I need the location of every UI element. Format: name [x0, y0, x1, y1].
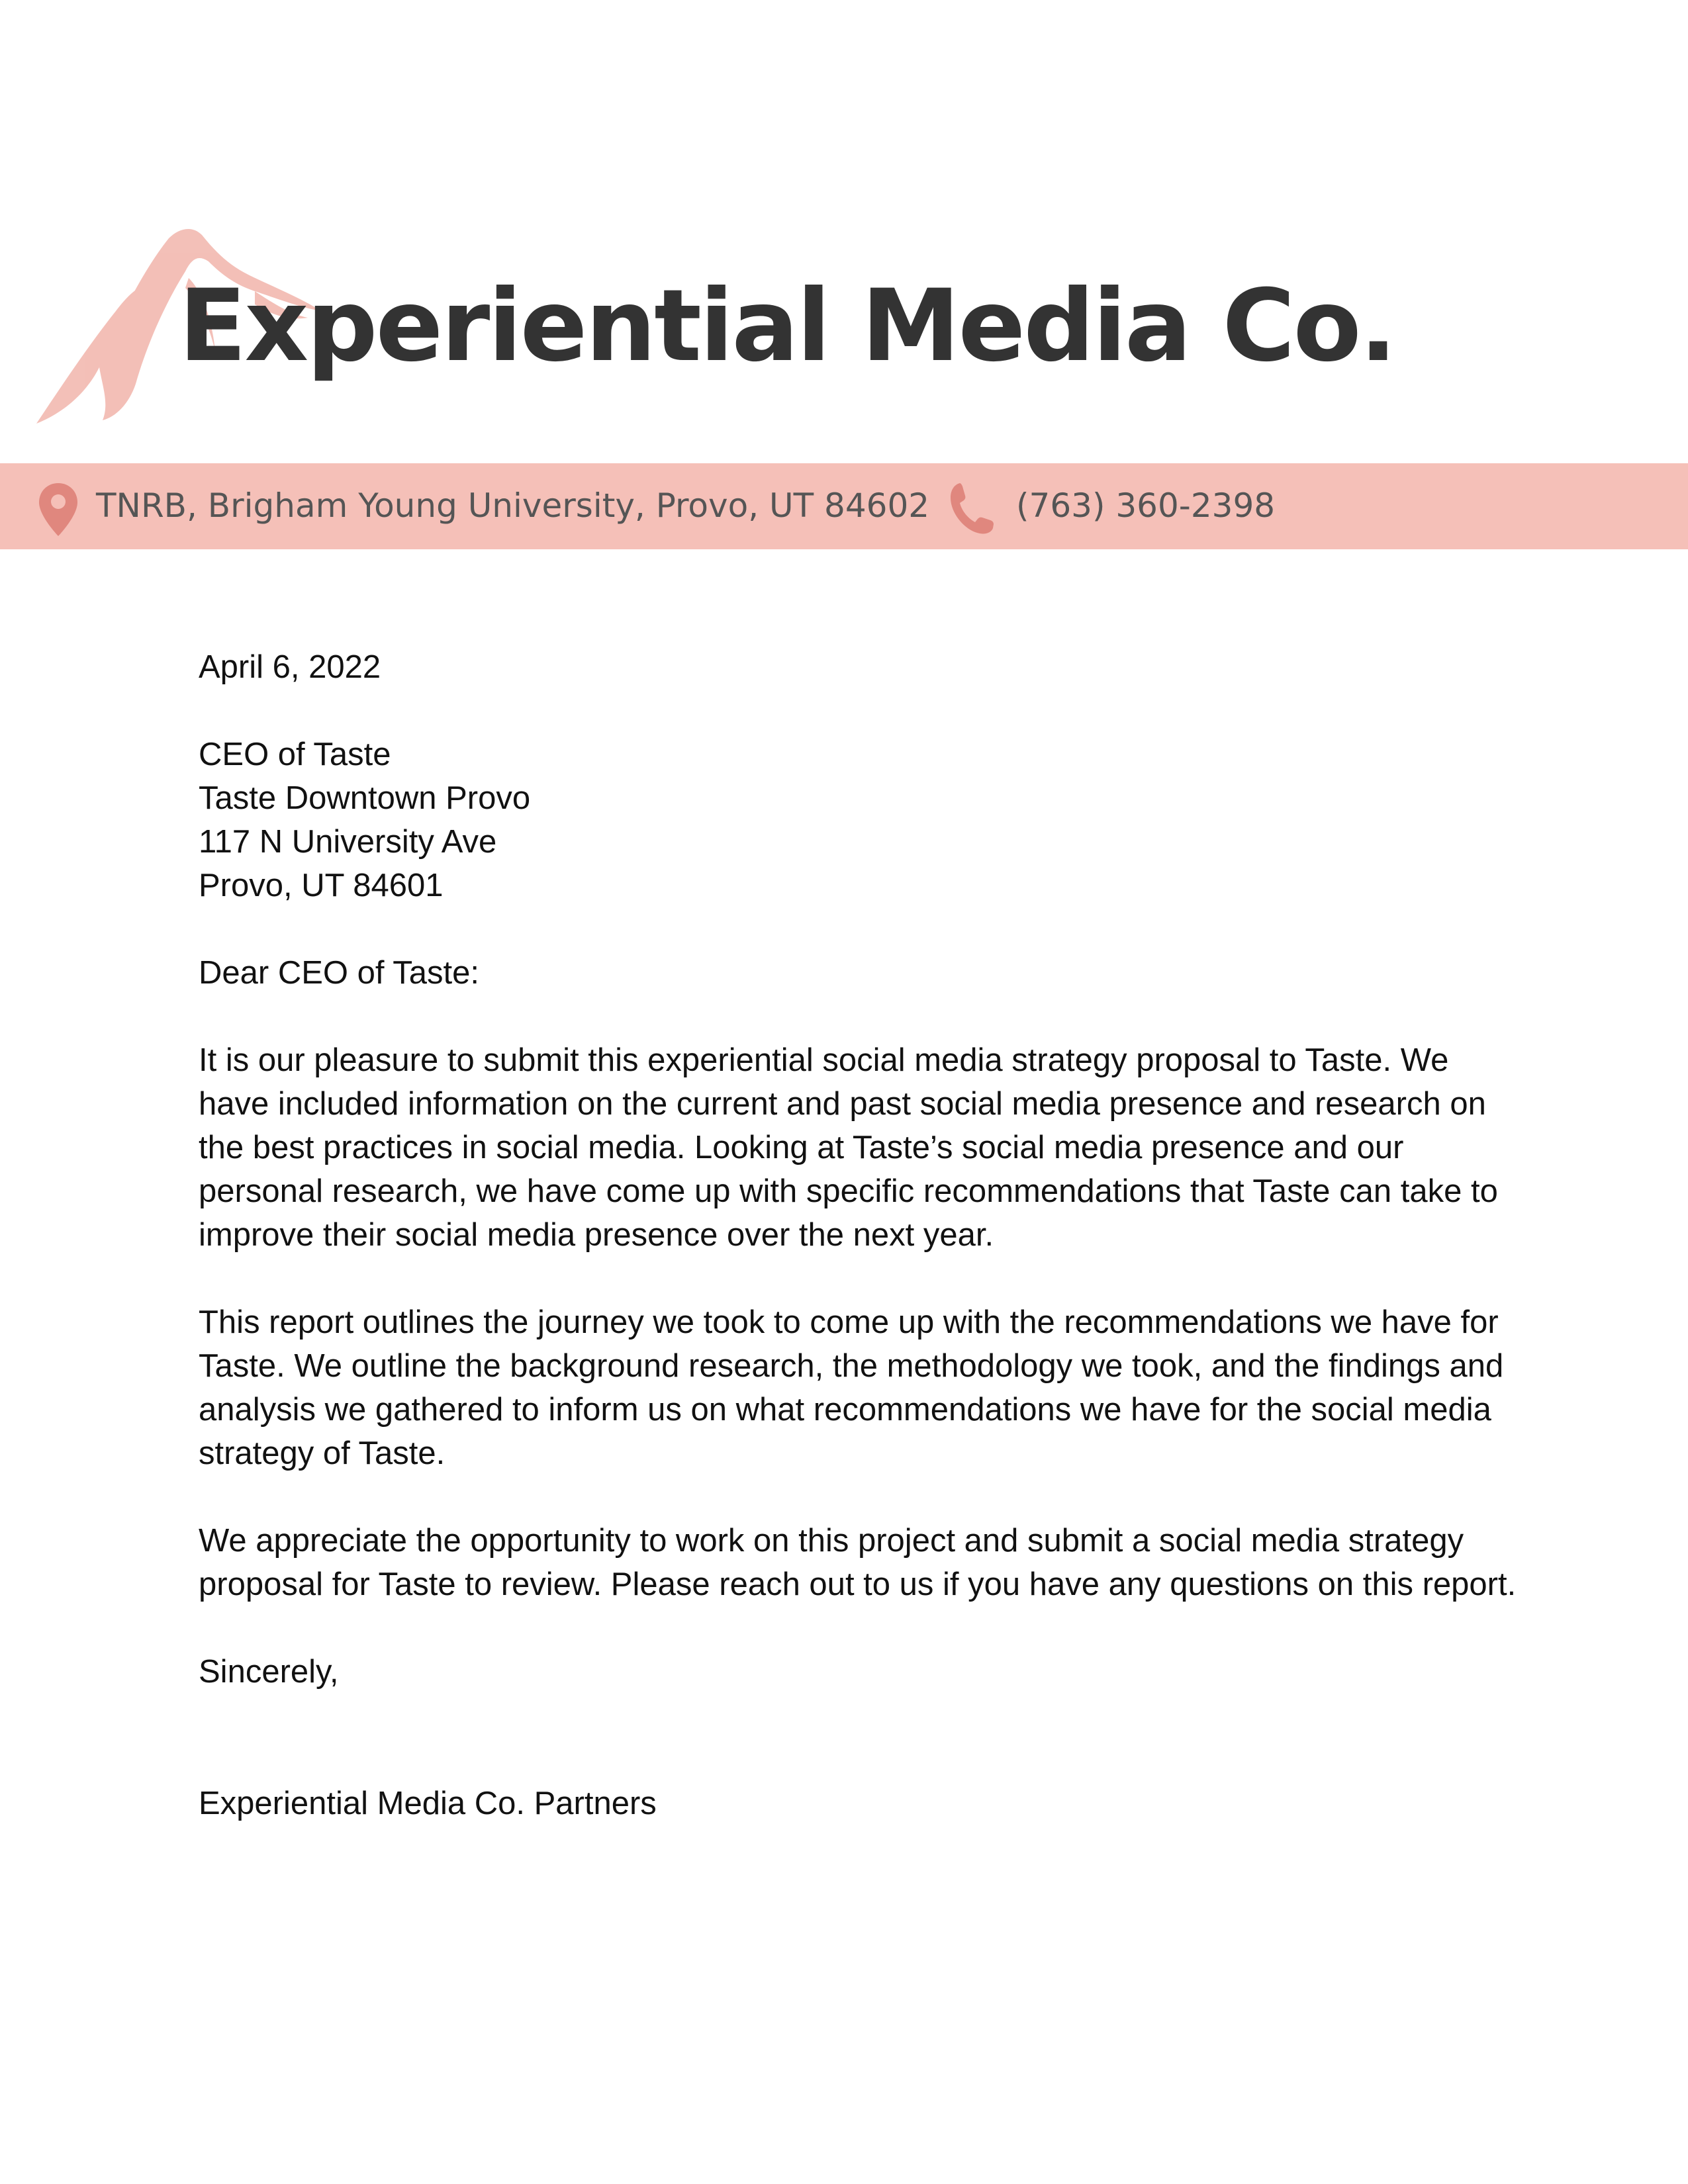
recipient-line: Provo, UT 84601 — [199, 868, 444, 903]
phone-icon — [948, 480, 996, 536]
recipient-address — [199, 733, 1523, 907]
body-paragraph: This report outlines the journey we took to come up with the recommendations we have for Taste. We outline the background research, the methodology we took, and the findings and analysis we gathered to inform us on what recommendations we have for the social media strategy of Taste. — [199, 1304, 1504, 1471]
letter-date: April 6, 2022 — [199, 649, 381, 685]
signature: Experiential Media Co. Partners — [199, 1786, 657, 1821]
recipient-line: 117 N University Ave — [199, 824, 497, 860]
body-paragraph: It is our pleasure to submit this experiential social media strategy proposal to Taste. We have included information on the current and past social media presence and research on the best practices in social media. Looking at Taste’s social media presence and our personal research, we have come up with specific recommendations that Taste can take to improve their social media presence over the next year. — [199, 1042, 1498, 1253]
recipient-line: CEO of Taste — [199, 737, 391, 772]
letter-body — [199, 645, 1523, 1869]
company-name: Experiential Media Co. — [179, 269, 1395, 384]
location-pin-icon — [37, 482, 79, 537]
recipient-line: Taste Downtown Provo — [199, 780, 531, 816]
body-paragraph: We appreciate the opportunity to work on this project and submit a social media strategy proposal for Taste to review. Please reach out to us if you have any questions on this report. — [199, 1523, 1517, 1602]
address-text: TNRB, Brigham Young University, Provo, UT 84602 — [96, 486, 930, 525]
phone-text: (763) 360-2398 — [1016, 486, 1276, 525]
salutation: Dear CEO of Taste: — [199, 955, 479, 991]
closing: Sincerely, — [199, 1654, 339, 1690]
